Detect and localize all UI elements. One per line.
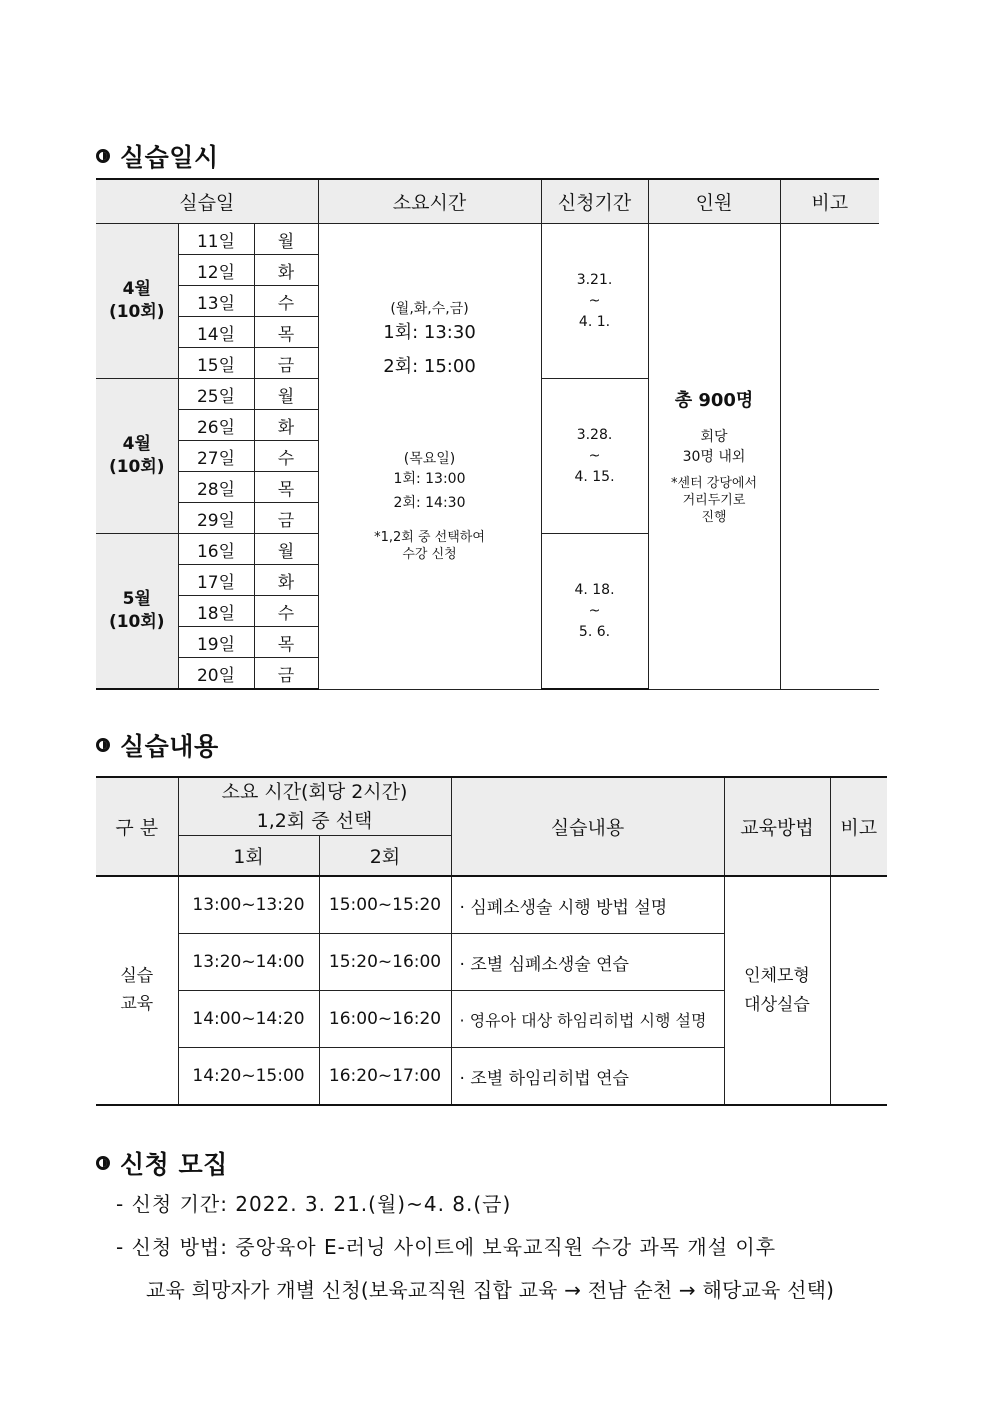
session2-time-cell: 16:00~16:20	[319, 991, 451, 1048]
schedule-section-title	[96, 138, 219, 174]
content-cell: · 영유아 대상 하임리히법 시행 설명	[451, 991, 724, 1048]
day-cell: 20일	[178, 658, 254, 690]
weekday-cell: 월	[254, 534, 318, 565]
day-cell: 12일	[178, 255, 254, 286]
weekday-cell: 화	[254, 565, 318, 596]
time-group2-label: (목요일)	[403, 451, 456, 468]
day-cell: 17일	[178, 565, 254, 596]
weekday-cell: 월	[254, 224, 318, 255]
content-cell: · 심폐소생술 시행 방법 설명	[451, 876, 724, 934]
session2-time-cell: 16:20~17:00	[319, 1048, 451, 1106]
content-cell: · 조별 심폐소생술 연습	[451, 934, 724, 991]
time-group1-session1: 1회: 13:30	[383, 322, 476, 344]
capacity-cell	[648, 224, 780, 690]
session2-time-cell: 15:20~16:00	[319, 934, 451, 991]
month-cell: 4월 (10회)	[96, 379, 178, 534]
day-cell: 28일	[178, 472, 254, 503]
session1-time-cell: 14:00~14:20	[178, 991, 319, 1048]
session1-time-cell: 13:20~14:00	[178, 934, 319, 991]
remarks-cell	[830, 876, 887, 1105]
time-note: *1,2회 중 선택하여 수강 신청	[374, 530, 485, 563]
header-remarks: 비고	[780, 179, 879, 224]
period-cell: 4. 18. ~ 5. 6.	[541, 534, 648, 690]
weekday-cell: 화	[254, 410, 318, 441]
session1-time-cell: 13:00~13:20	[178, 876, 319, 934]
time-group1-session2: 2회: 15:00	[383, 356, 476, 378]
day-cell: 13일	[178, 286, 254, 317]
recruit-method-line: - 신청 방법: 중앙육아 E-러닝 사이트에 보육교직원 수강 과목 개설 이후	[116, 1235, 777, 1259]
day-cell: 29일	[178, 503, 254, 534]
weekday-cell: 수	[254, 441, 318, 472]
schedule-section-title-text: 실습일시	[120, 143, 219, 172]
header-category: 구 분	[96, 777, 178, 876]
header-method: 교육방법	[724, 777, 830, 876]
period-cell: 3.21. ~ 4. 1.	[541, 224, 648, 379]
header-practice-date: 실습일	[96, 179, 318, 224]
day-cell: 18일	[178, 596, 254, 627]
day-cell: 26일	[178, 410, 254, 441]
day-cell: 14일	[178, 317, 254, 348]
method-cell: 인체모형 대상실습	[724, 876, 830, 1105]
day-cell: 15일	[178, 348, 254, 379]
schedule-table	[96, 178, 879, 690]
weekday-cell: 목	[254, 317, 318, 348]
weekday-cell: 금	[254, 348, 318, 379]
session2-time-cell: 15:00~15:20	[319, 876, 451, 934]
weekday-cell: 금	[254, 658, 318, 690]
content-section-title-text: 실습내용	[120, 732, 219, 761]
capacity-total: 총 900명	[674, 389, 754, 411]
day-cell: 25일	[178, 379, 254, 410]
half-circle-bullet-icon	[96, 1156, 110, 1170]
recruit-section-title-text: 신청 모집	[120, 1150, 228, 1179]
weekday-cell: 금	[254, 503, 318, 534]
header-session2: 2회	[319, 836, 451, 877]
header-application-period: 신청기간	[541, 179, 648, 224]
weekday-cell: 목	[254, 627, 318, 658]
month-cell: 4월 (10회)	[96, 224, 178, 379]
content-section-title	[96, 727, 219, 763]
time-group2-session1: 1회: 13:00	[393, 471, 466, 488]
half-circle-bullet-icon	[96, 738, 110, 752]
weekday-cell: 월	[254, 379, 318, 410]
recruit-section-title	[96, 1145, 228, 1181]
category-cell: 실습 교육	[96, 876, 178, 1105]
header-session1: 1회	[178, 836, 319, 877]
header-remarks: 비고	[830, 777, 887, 876]
weekday-cell: 수	[254, 596, 318, 627]
weekday-cell: 화	[254, 255, 318, 286]
header-duration: 소요 시간(회당 2시간) 1,2회 중 선택	[178, 777, 451, 836]
session1-time-cell: 14:20~15:00	[178, 1048, 319, 1106]
header-duration: 소요시간	[318, 179, 541, 224]
day-cell: 11일	[178, 224, 254, 255]
day-cell: 16일	[178, 534, 254, 565]
content-cell: · 조별 하임리히법 연습	[451, 1048, 724, 1106]
time-group2-session2: 2회: 14:30	[393, 495, 466, 512]
remarks-cell	[780, 224, 879, 690]
time-group1-label: (월,화,수,금)	[390, 301, 469, 318]
content-table	[96, 776, 887, 1106]
header-personnel: 인원	[648, 179, 780, 224]
day-cell: 19일	[178, 627, 254, 658]
half-circle-bullet-icon	[96, 149, 110, 163]
period-cell: 3.28. ~ 4. 15.	[541, 379, 648, 534]
weekday-cell: 목	[254, 472, 318, 503]
weekday-cell: 수	[254, 286, 318, 317]
month-cell: 5월 (10회)	[96, 534, 178, 690]
recruit-method-line-cont: 교육 희망자가 개별 신청(보육교직원 집합 교육 → 전남 순천 → 해당교육 선택)	[146, 1278, 835, 1302]
day-cell: 27일	[178, 441, 254, 472]
capacity-note: *센터 강당에서 거리두기로 진행	[671, 475, 757, 525]
capacity-per-session: 회당 30명 내외	[682, 428, 746, 465]
header-content: 실습내용	[451, 777, 724, 876]
duration-cell	[318, 224, 541, 690]
recruit-period-line: - 신청 기간: 2022. 3. 21.(월)~4. 8.(금)	[116, 1192, 512, 1216]
